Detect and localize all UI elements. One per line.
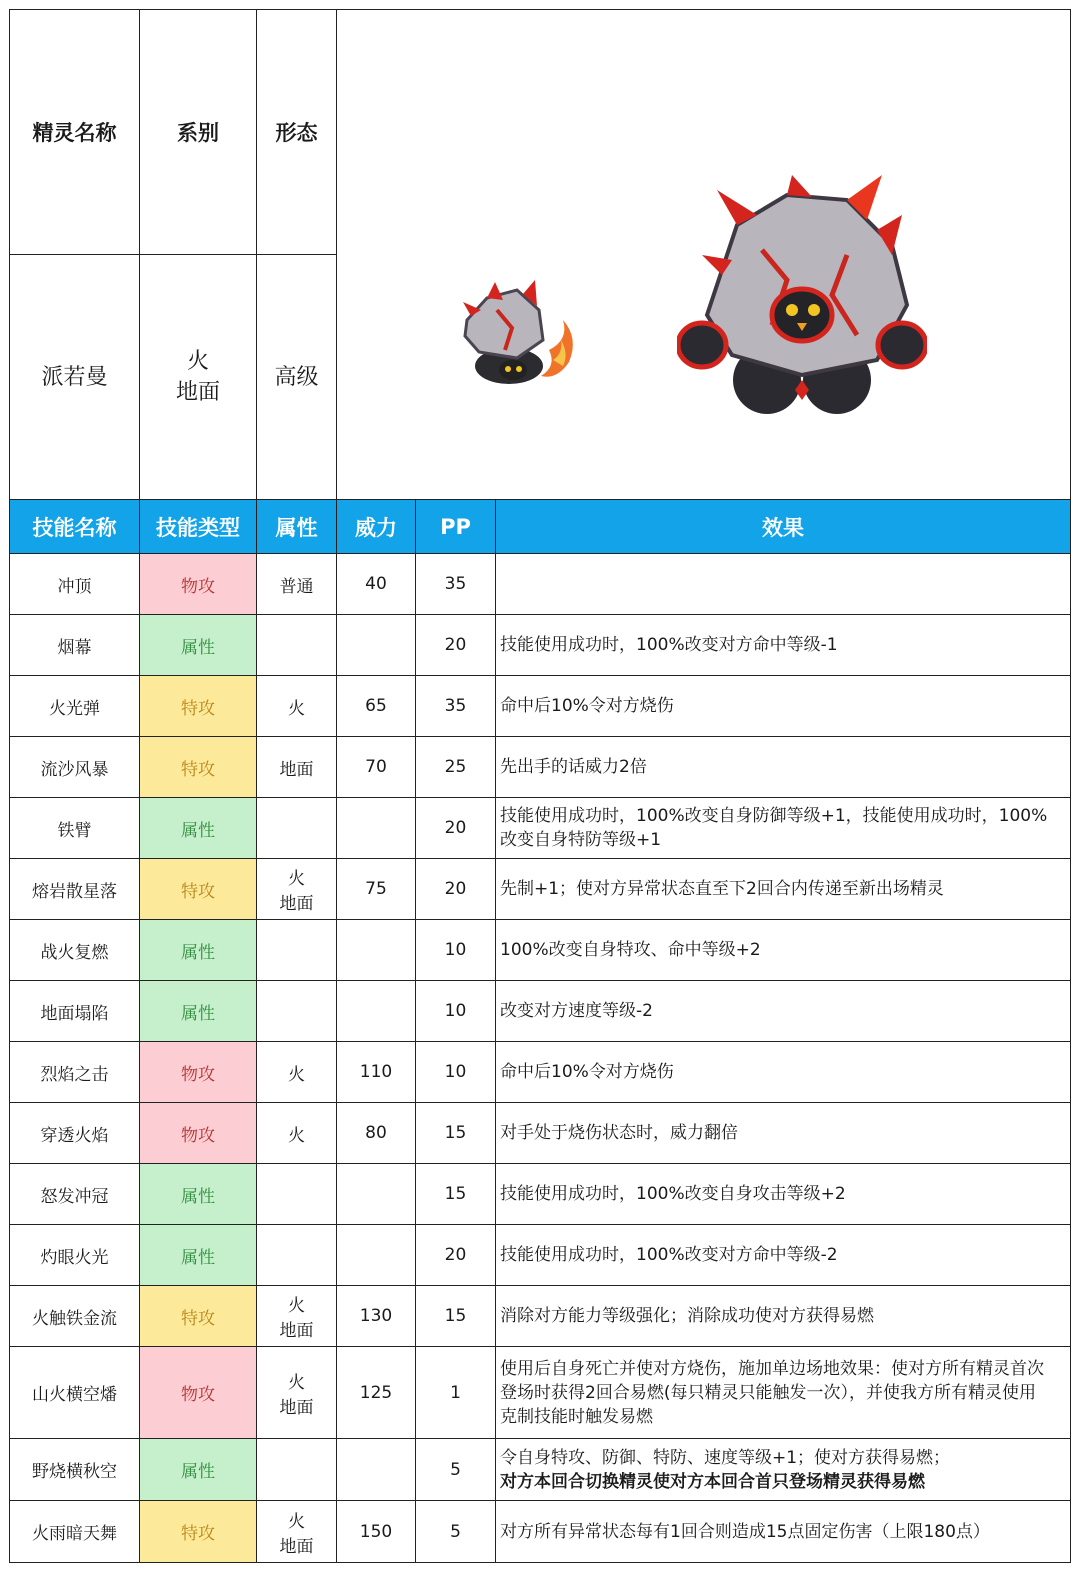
effect-line: 改变自身特防等级+1 <box>500 830 662 850</box>
column-header-row <box>10 500 1071 554</box>
skill-category: 属性 <box>140 1164 257 1225</box>
skill-name: 战火复燃 <box>10 920 140 981</box>
skill-pp: 15 <box>416 1286 496 1347</box>
creature-types <box>140 255 257 500</box>
attr-line: 普通 <box>279 576 314 597</box>
skill-pp: 35 <box>416 554 496 615</box>
effect-line: 登场时获得2回合易燃(每只精灵只能触发一次），并使我方所有精灵使用 <box>500 1382 1036 1403</box>
skill-name: 烈焰之击 <box>10 1042 140 1103</box>
effect-line: 改变对方速度等级-2 <box>500 1001 653 1021</box>
skill-power: 80 <box>337 1103 416 1164</box>
effect-line: 技能使用成功时，100%改变对方命中等级-1 <box>500 635 838 655</box>
col-attr: 属性 <box>257 500 337 554</box>
skill-category: 物攻 <box>140 554 257 615</box>
skill-power <box>337 920 416 981</box>
skill-effect <box>496 737 1071 798</box>
col-power: 威力 <box>337 500 416 554</box>
skill-name: 烟幕 <box>10 615 140 676</box>
form-label: 形态 <box>257 10 337 255</box>
skill-power: 65 <box>337 676 416 737</box>
skill-rows <box>10 554 1071 1563</box>
table-row <box>10 859 1071 920</box>
skill-name: 冲顶 <box>10 554 140 615</box>
effect-line: 技能使用成功时，100%改变对方命中等级-2 <box>500 1245 838 1265</box>
table-row <box>10 920 1071 981</box>
skill-category: 属性 <box>140 798 257 859</box>
attr-line: 地面 <box>279 1321 314 1341</box>
skill-effect <box>496 1225 1071 1286</box>
skill-attr <box>257 920 337 981</box>
skill-power <box>337 981 416 1042</box>
skill-pp: 15 <box>416 1103 496 1164</box>
skill-attr <box>257 1286 337 1347</box>
skill-effect <box>496 1042 1071 1103</box>
skill-category: 特攻 <box>140 859 257 920</box>
attr-line: 地面 <box>279 1536 314 1557</box>
skill-effect <box>496 981 1071 1042</box>
skill-power: 125 <box>337 1347 416 1439</box>
skill-effect <box>496 554 1071 615</box>
skill-category: 特攻 <box>140 1501 257 1563</box>
skill-power: 150 <box>337 1501 416 1563</box>
skill-pp: 25 <box>416 737 496 798</box>
skill-pp: 20 <box>416 859 496 920</box>
effect-line-bold: 对方本回合切换精灵使对方本回合首只登场精灵获得易燃 <box>500 1471 925 1492</box>
skill-name: 火雨暗天舞 <box>10 1501 140 1563</box>
creature-form: 高级 <box>257 255 337 500</box>
skill-attr <box>257 1225 337 1286</box>
attr-line: 地面 <box>279 894 314 914</box>
table-row <box>10 1286 1071 1347</box>
effect-line: 克制技能时触发易燃 <box>500 1406 653 1427</box>
skill-pp: 5 <box>416 1501 496 1563</box>
skill-effect <box>496 1164 1071 1225</box>
skill-category: 属性 <box>140 920 257 981</box>
skill-attr <box>257 615 337 676</box>
skill-power: 70 <box>337 737 416 798</box>
skill-attr <box>257 554 337 615</box>
skill-attr <box>257 1042 337 1103</box>
attr-line: 火 <box>288 1372 305 1393</box>
effect-line: 技能使用成功时，100%改变自身防御等级+1，技能使用成功时，100% <box>500 806 1048 826</box>
type-2: 地面 <box>175 380 220 405</box>
attr-line: 火 <box>288 1511 305 1532</box>
col-skill-name: 技能名称 <box>10 500 140 554</box>
skill-name: 山火横空燔 <box>10 1347 140 1439</box>
skill-attr <box>257 859 337 920</box>
skill-effect <box>496 1347 1071 1439</box>
skill-power <box>337 1439 416 1501</box>
table-row <box>10 1439 1071 1501</box>
skill-category: 特攻 <box>140 1286 257 1347</box>
skill-category: 属性 <box>140 981 257 1042</box>
skill-pp: 20 <box>416 798 496 859</box>
skill-name: 火触铁金流 <box>10 1286 140 1347</box>
attr-line: 火 <box>288 698 305 719</box>
attr-line: 火 <box>288 1296 305 1316</box>
effect-line: 对手处于烧伤状态时，威力翻倍 <box>500 1123 738 1143</box>
skill-effect <box>496 615 1071 676</box>
skill-power <box>337 1225 416 1286</box>
skill-effect <box>496 859 1071 920</box>
skill-attr <box>257 676 337 737</box>
col-effect: 效果 <box>496 500 1071 554</box>
attr-line: 火 <box>288 1125 305 1146</box>
type-1: 火 <box>186 349 209 374</box>
skill-pp: 10 <box>416 1042 496 1103</box>
skill-name: 怒发冲冠 <box>10 1164 140 1225</box>
skill-name: 地面塌陷 <box>10 981 140 1042</box>
effect-line: 命中后10%令对方烧伤 <box>500 696 674 716</box>
skill-effect <box>496 920 1071 981</box>
skill-category: 属性 <box>140 1225 257 1286</box>
skill-power: 130 <box>337 1286 416 1347</box>
effect-line: 消除对方能力等级强化；消除成功使对方获得易燃 <box>500 1306 874 1326</box>
attr-line: 火 <box>288 869 305 889</box>
skill-attr <box>257 981 337 1042</box>
skill-effect <box>496 1439 1071 1501</box>
table-row <box>10 676 1071 737</box>
skill-power: 75 <box>337 859 416 920</box>
skill-sheet <box>9 9 1071 1563</box>
skill-attr <box>257 1164 337 1225</box>
skill-name: 灼眼火光 <box>10 1225 140 1286</box>
effect-line: 100%改变自身特攻、命中等级+2 <box>500 940 761 960</box>
skill-attr <box>257 1439 337 1501</box>
skill-name: 火光弹 <box>10 676 140 737</box>
skill-power: 40 <box>337 554 416 615</box>
skill-name: 穿透火焰 <box>10 1103 140 1164</box>
skill-attr <box>257 1347 337 1439</box>
attr-line: 地面 <box>279 759 314 780</box>
skill-effect <box>496 676 1071 737</box>
skill-pp: 10 <box>416 981 496 1042</box>
skill-pp: 1 <box>416 1347 496 1439</box>
skill-pp: 10 <box>416 920 496 981</box>
table-row <box>10 1042 1071 1103</box>
effect-line: 技能使用成功时，100%改变自身攻击等级+2 <box>500 1184 846 1204</box>
skill-power <box>337 615 416 676</box>
creature-small-art <box>457 280 587 400</box>
creature-large-art <box>677 175 927 420</box>
skill-name: 熔岩散星落 <box>10 859 140 920</box>
table-row <box>10 1103 1071 1164</box>
attr-line: 火 <box>288 1064 305 1085</box>
skill-power <box>337 1164 416 1225</box>
table-row <box>10 737 1071 798</box>
name-label: 精灵名称 <box>10 10 140 255</box>
col-skill-type: 技能类型 <box>140 500 257 554</box>
skill-effect <box>496 1501 1071 1563</box>
skill-pp: 35 <box>416 676 496 737</box>
skill-category: 物攻 <box>140 1042 257 1103</box>
creature-art <box>337 10 1071 500</box>
table-row <box>10 1225 1071 1286</box>
skill-name: 铁臂 <box>10 798 140 859</box>
skill-category: 物攻 <box>140 1347 257 1439</box>
table-row <box>10 1347 1071 1439</box>
effect-line: 先制+1；使对方异常状态直至下2回合内传递至新出场精灵 <box>500 879 944 899</box>
type-label: 系别 <box>140 10 257 255</box>
skill-name: 野烧横秋空 <box>10 1439 140 1501</box>
skill-name: 流沙风暴 <box>10 737 140 798</box>
effect-line: 命中后10%令对方烧伤 <box>500 1062 674 1082</box>
skill-attr <box>257 798 337 859</box>
skill-effect <box>496 1103 1071 1164</box>
table-row <box>10 1501 1071 1563</box>
skill-category: 特攻 <box>140 737 257 798</box>
skill-category: 物攻 <box>140 1103 257 1164</box>
skill-effect <box>496 798 1071 859</box>
skill-category: 属性 <box>140 1439 257 1501</box>
effect-line: 先出手的话威力2倍 <box>500 757 647 777</box>
table-row <box>10 615 1071 676</box>
skill-pp: 20 <box>416 615 496 676</box>
table-row <box>10 798 1071 859</box>
skill-category: 属性 <box>140 615 257 676</box>
skill-attr <box>257 1501 337 1563</box>
effect-line: 使用后自身死亡并使对方烧伤，施加单边场地效果：使对方所有精灵首次 <box>500 1358 1044 1379</box>
skill-effect <box>496 1286 1071 1347</box>
skill-pp: 15 <box>416 1164 496 1225</box>
table-row <box>10 1164 1071 1225</box>
skill-power <box>337 798 416 859</box>
skill-pp: 5 <box>416 1439 496 1501</box>
creature-name: 派若曼 <box>10 255 140 500</box>
skill-power: 110 <box>337 1042 416 1103</box>
skill-pp: 20 <box>416 1225 496 1286</box>
attr-line: 地面 <box>279 1397 314 1418</box>
effect-line: 令自身特攻、防御、特防、速度等级+1；使对方获得易燃； <box>500 1447 951 1468</box>
effect-line: 对方所有异常状态每有1回合则造成15点固定伤害（上限180点） <box>500 1521 990 1542</box>
skill-attr <box>257 1103 337 1164</box>
skill-attr <box>257 737 337 798</box>
skill-category: 特攻 <box>140 676 257 737</box>
col-pp: PP <box>416 500 496 554</box>
table-row <box>10 554 1071 615</box>
table-row <box>10 981 1071 1042</box>
